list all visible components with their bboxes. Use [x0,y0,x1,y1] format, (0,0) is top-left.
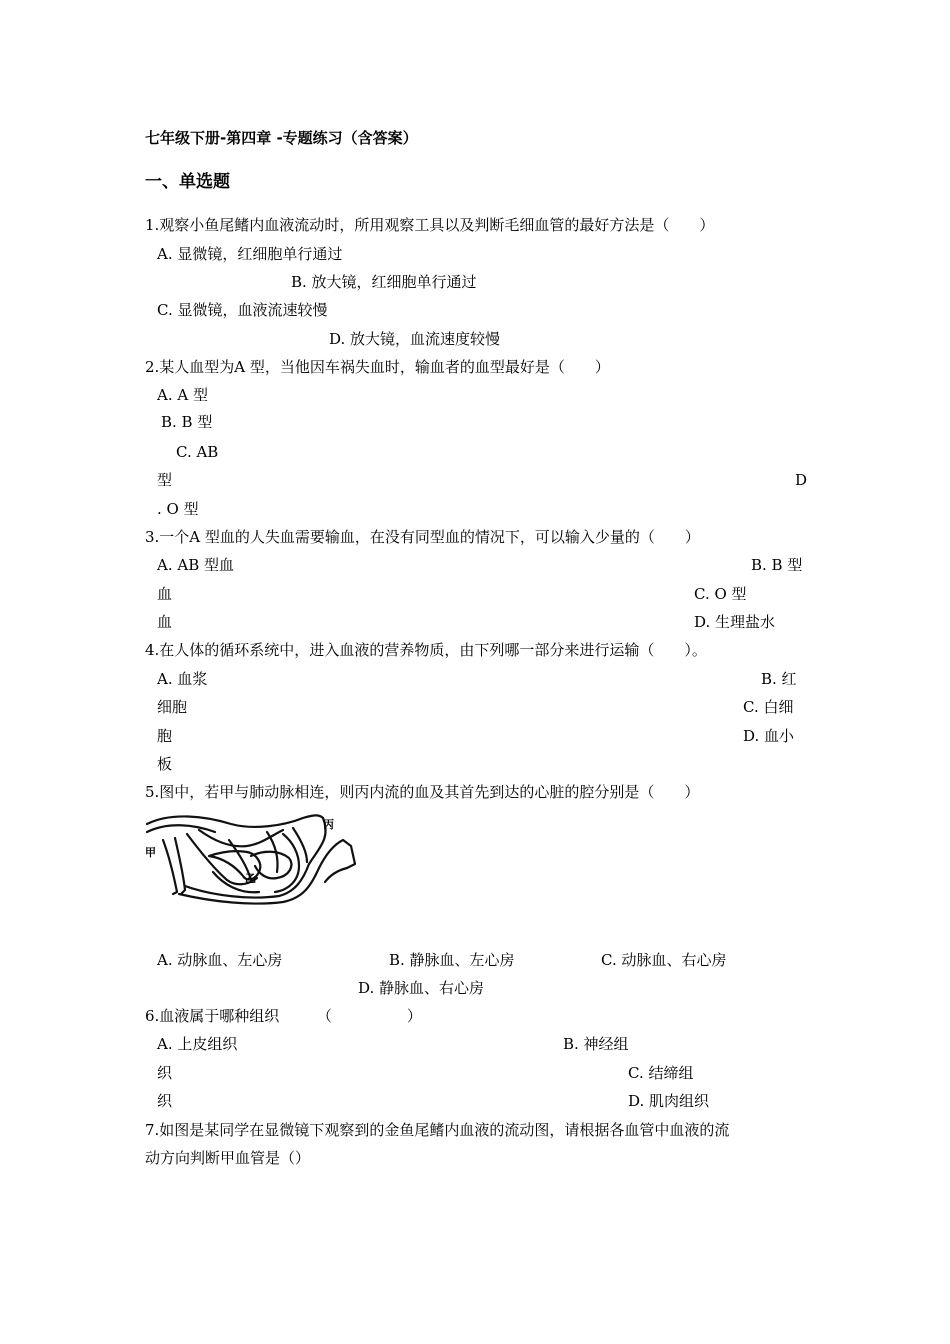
q2-option-c-wrap: 型 [157,471,173,489]
q6-option-c: C. 结缔组 [628,1064,694,1082]
document-title: 七年级下册-第四章 -专题练习（含答案） [145,129,418,147]
question-4-stem: 4.在人体的循环系统中，进入血液的营养物质，由下列哪一部分来进行运输（ ）。 [145,641,707,659]
q6-option-b-wrap: 织 [157,1064,173,1082]
q2-option-d-wrap: . O 型 [157,500,199,518]
q4-option-b: B. 红 [761,670,797,688]
figure-label-bing: 丙 [323,818,334,831]
q1-option-c: C. 显微镜，血液流速较慢 [157,301,328,319]
q5-option-a: A. 动脉血、左心房 [157,951,283,969]
q3-option-c-wrap: 血 [157,613,173,631]
q2-option-b: B. B 型 [161,413,213,431]
q5-option-b: B. 静脉血、左心房 [389,951,515,969]
q3-option-b-wrap: 血 [157,585,173,603]
q4-option-c-wrap: 胞 [157,727,173,745]
question-5-stem: 5.图中，若甲与肺动脉相连，则丙内流的血及其首先到达的心脏的腔分别是（ ） [145,783,700,801]
q6-option-c-wrap: 织 [157,1092,173,1110]
figure-label-yi: 乙 [245,872,256,885]
question-1-stem: 1.观察小鱼尾鳍内血液流动时，所用观察工具以及判断毛细血管的最好方法是（ ） [145,216,715,234]
q4-option-a: A. 血浆 [157,670,208,688]
question-2-stem: 2.某人血型为A 型，当他因车祸失血时，输血者的血型最好是（ ） [145,358,610,376]
q4-option-b-wrap: 细胞 [157,698,188,716]
q2-option-c: C. AB [176,443,219,461]
q6-option-a: A. 上皮组织 [157,1035,238,1053]
q6-option-d: D. 肌肉组织 [628,1092,710,1110]
q3-option-d: D. 生理盐水 [694,613,776,631]
capillary-network-figure [143,810,358,912]
section-title: 一、单选题 [145,172,230,192]
q3-option-b: B. B 型 [751,556,803,574]
q4-option-d-wrap: 板 [157,755,173,773]
q3-option-a: A. AB 型血 [157,556,234,574]
q1-option-a: A. 显微镜，红细胞单行通过 [157,245,343,263]
question-7-stem-line1: 7.如图是某同学在显微镜下观察到的金鱼尾鳍内血液的流动图，请根据各血管中血液的流 [145,1121,730,1139]
q2-option-a: A. A 型 [157,386,208,404]
q5-option-d: D. 静脉血、右心房 [358,979,485,997]
q5-option-c: C. 动脉血、右心房 [601,951,727,969]
q6-option-b: B. 神经组 [563,1035,629,1053]
question-7-stem-line2: 动方向判断甲血管是（） [145,1149,311,1167]
question-6-stem: 6.血液属于哪种组织 （ ） [145,1007,422,1025]
q2-option-d: D [795,471,808,489]
q1-option-b: B. 放大镜，红细胞单行通过 [291,273,477,291]
q4-option-d: D. 血小 [743,727,795,745]
q4-option-c: C. 白细 [743,698,794,716]
q3-option-c: C. O 型 [694,585,747,603]
question-3-stem: 3.一个A 型血的人失血需要输血，在没有同型血的情况下，可以输入少量的（ ） [145,528,700,546]
q1-option-d: D. 放大镜，血流速度较慢 [329,330,501,348]
figure-label-jia: 甲 [145,846,156,859]
